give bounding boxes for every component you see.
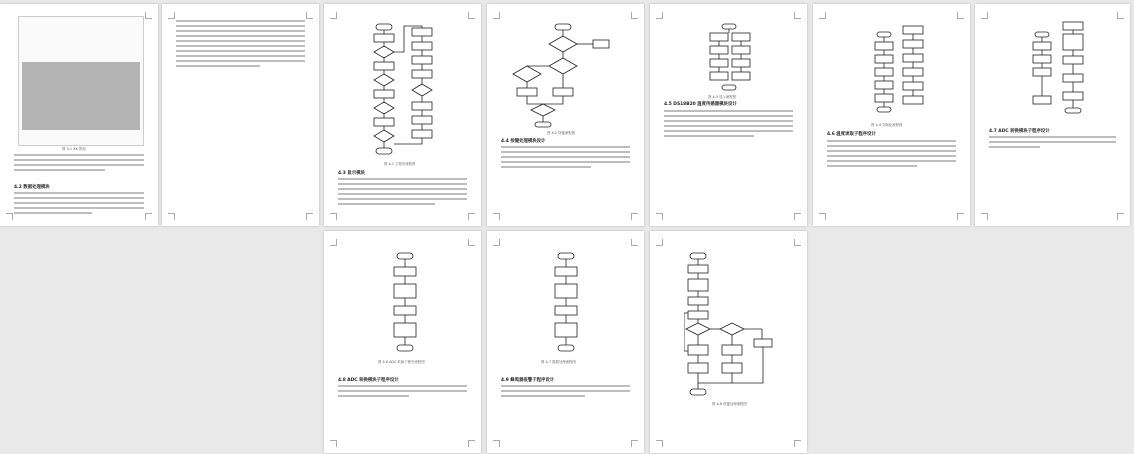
read-flowchart <box>1029 18 1089 122</box>
figure-caption: 图 4-4 初始化流程图 <box>871 123 903 127</box>
crop-mark <box>1117 12 1124 19</box>
crop-mark <box>468 12 475 19</box>
body-text <box>989 136 1116 151</box>
figure-caption: 图 3-1 XX 界面 <box>62 147 86 151</box>
keyproc-flowchart <box>684 251 784 401</box>
figure-caption: 图 4-8 按键处理流程图 <box>712 402 747 406</box>
crop-mark <box>794 440 801 447</box>
crop-mark <box>168 213 175 220</box>
key-flowchart <box>507 22 627 128</box>
crop-mark <box>631 440 638 447</box>
body-text <box>501 146 630 171</box>
crop-mark <box>493 12 500 19</box>
figure-caption: 图 4-2 按键流程图 <box>547 131 576 135</box>
crop-mark <box>330 213 337 220</box>
crop-mark <box>794 239 801 246</box>
crop-mark <box>468 213 475 220</box>
crop-mark <box>631 239 638 246</box>
crop-mark <box>656 213 663 220</box>
body-text <box>338 385 467 400</box>
page-7[interactable] <box>975 4 1130 226</box>
crop-mark <box>493 213 500 220</box>
data-flowchart <box>551 251 581 359</box>
crop-mark <box>819 213 826 220</box>
crop-mark <box>145 213 152 220</box>
init-flowchart <box>871 22 927 122</box>
figure-caption: 图 4-6 ADC 转换子程序流程图 <box>378 360 425 364</box>
crop-mark <box>493 440 500 447</box>
crop-mark <box>468 440 475 447</box>
section-heading: 4.7 ADC 转换模块子程序设计 <box>989 129 1050 134</box>
section-heading: 4.9 蜂鸣器报警子程序设计 <box>501 378 555 383</box>
crop-mark <box>168 12 175 19</box>
figure-caption: 图 4-7 数据处理流程图 <box>541 360 576 364</box>
section-heading: 4.6 温度读取子程序设计 <box>827 132 876 137</box>
section-heading: 4.8 ADC 转换模块子程序设计 <box>338 378 399 383</box>
crop-mark <box>1117 213 1124 220</box>
body-text <box>664 110 793 140</box>
section-heading: 4.3 显示模块 <box>338 171 365 176</box>
crop-mark <box>306 12 313 19</box>
page-6[interactable] <box>813 4 970 226</box>
figure-caption: 图 4-1 主程序流程图 <box>384 162 416 166</box>
crop-mark <box>330 12 337 19</box>
section-heading: 4.5 DS18B20 温度传感器模块设计 <box>664 102 737 107</box>
crop-mark <box>330 440 337 447</box>
body-text <box>176 20 305 70</box>
crop-mark <box>656 440 663 447</box>
crop-mark <box>6 213 13 220</box>
page-9[interactable] <box>487 231 644 453</box>
section-heading: 4.4 按键处理模块设计 <box>501 139 546 144</box>
body-text <box>14 192 144 217</box>
section-heading: 4.2 数据处理模块 <box>14 185 50 190</box>
display-flowchart <box>706 22 756 94</box>
page-4[interactable] <box>487 4 644 226</box>
figure-caption: 图 4-3 显示流程图 <box>708 95 737 99</box>
crop-mark <box>981 213 988 220</box>
crop-mark <box>493 239 500 246</box>
screenshot-image <box>22 62 140 130</box>
body-text <box>14 154 144 174</box>
crop-mark <box>957 12 964 19</box>
body-text <box>501 385 630 400</box>
crop-mark <box>794 12 801 19</box>
crop-mark <box>957 213 964 220</box>
crop-mark <box>145 12 152 19</box>
page-1[interactable] <box>0 4 158 226</box>
crop-mark <box>981 12 988 19</box>
crop-mark <box>468 239 475 246</box>
crop-mark <box>306 213 313 220</box>
crop-mark <box>819 12 826 19</box>
page-8[interactable] <box>324 231 481 453</box>
main-flowchart <box>364 22 444 160</box>
page-2[interactable] <box>162 4 319 226</box>
body-text <box>827 140 956 170</box>
adc-flowchart <box>390 251 420 359</box>
body-text <box>338 178 467 208</box>
crop-mark <box>631 12 638 19</box>
page-10[interactable] <box>650 231 807 453</box>
crop-mark <box>794 213 801 220</box>
crop-mark <box>330 239 337 246</box>
page-3[interactable] <box>324 4 481 226</box>
crop-mark <box>631 213 638 220</box>
crop-mark <box>656 239 663 246</box>
crop-mark <box>656 12 663 19</box>
page-5[interactable] <box>650 4 807 226</box>
